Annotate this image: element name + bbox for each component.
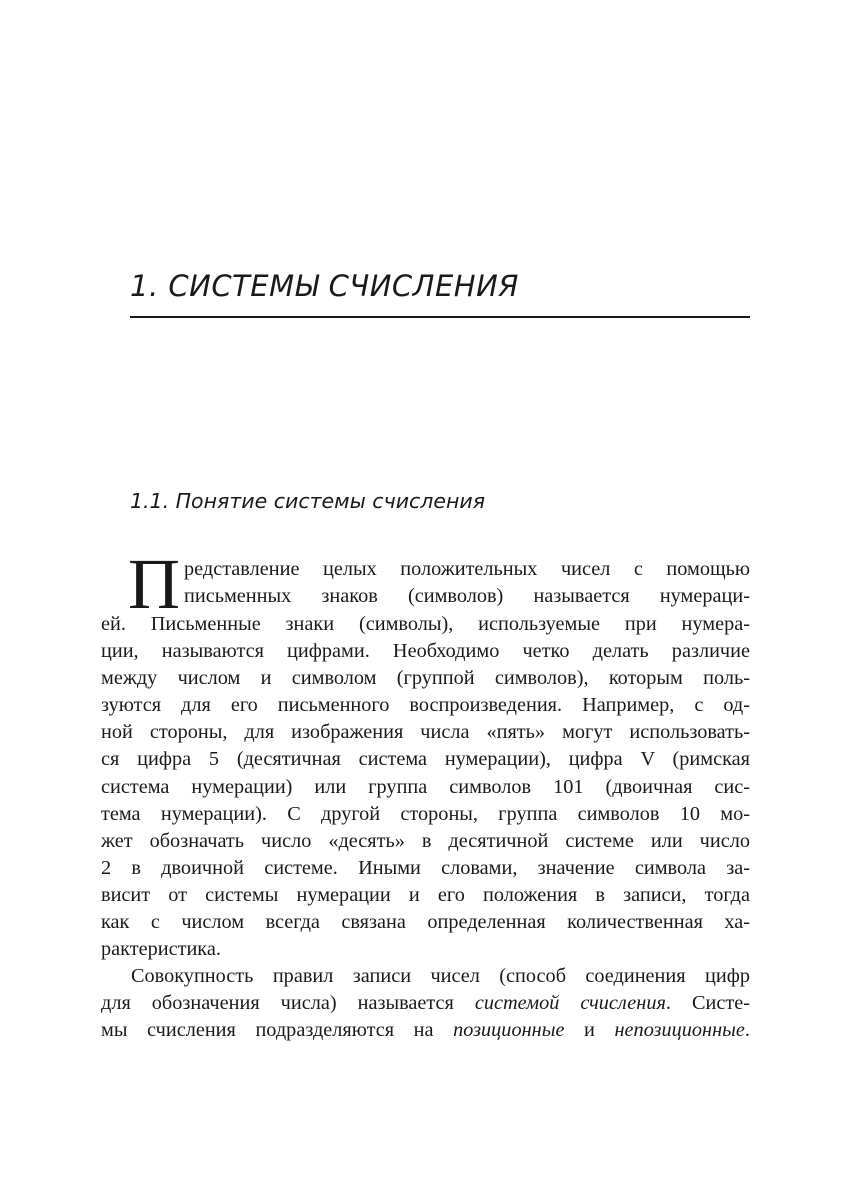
- text-line: 2 в двоичной системе. Иными словами, значение символа за-: [101, 856, 750, 879]
- text-line: редставление целых положительных чисел с помощью: [184, 558, 750, 580]
- term-number-system: системой счисления: [474, 992, 666, 1015]
- text-line: система нумерации) или группа символов 101 (двоичная сис-: [101, 775, 750, 798]
- text-line: Совокупность правил записи чисел (способ соединения цифр: [131, 965, 750, 988]
- text-line: ся цифра 5 (десятичная система нумерации), цифра V (римская: [101, 748, 750, 771]
- text-segment: мы счисления подразделяются на: [101, 1019, 454, 1042]
- drop-cap: П: [128, 544, 180, 624]
- text-line: зуются для его письменного воспроизведения. Например, с од-: [101, 694, 750, 717]
- text-segment: . Систе-: [665, 992, 750, 1015]
- term-nonpositional: непозиционные: [614, 1019, 745, 1042]
- section-title: 1.1. Понятие системы счисления: [130, 489, 486, 513]
- text-line: письменных знаков (символов) называется нумераци-: [184, 585, 750, 608]
- paragraph-2: [101, 963, 750, 1044]
- text-line: жет обозначать число «десять» в десятичной системе или число: [101, 829, 750, 852]
- text-line: висит от системы нумерации и его положения в записи, тогда: [101, 883, 750, 906]
- text-line: ции, называются цифрами. Необходимо четко делать различие: [101, 640, 750, 663]
- term-positional: позиционные: [453, 1019, 565, 1042]
- text-line: между числом и символом (группой символов), которым поль-: [101, 667, 750, 690]
- body-text: [101, 544, 750, 1045]
- text-line: ной стороны, для изображения числа «пять» могут использовать-: [101, 721, 750, 744]
- text-segment: .: [744, 1019, 750, 1042]
- text-line: [101, 990, 750, 1017]
- paragraph-1: [101, 544, 750, 963]
- chapter-title-rule: [130, 316, 750, 318]
- chapter-title: 1. СИСТЕМЫ СЧИСЛЕНИЯ: [130, 269, 519, 303]
- text-line: тема нумерации). С другой стороны, группа символов 10 мо-: [101, 802, 750, 825]
- text-segment: для обозначения числа) называется: [101, 992, 475, 1015]
- text-line: как с числом всегда связана определенная количественная ха-: [101, 911, 750, 934]
- text-line: рактеристика.: [101, 938, 221, 961]
- text-line: [101, 1017, 750, 1044]
- text-segment: и: [564, 1019, 615, 1042]
- text-line: ей. Письменные знаки (символы), используемые при нумера-: [101, 613, 750, 635]
